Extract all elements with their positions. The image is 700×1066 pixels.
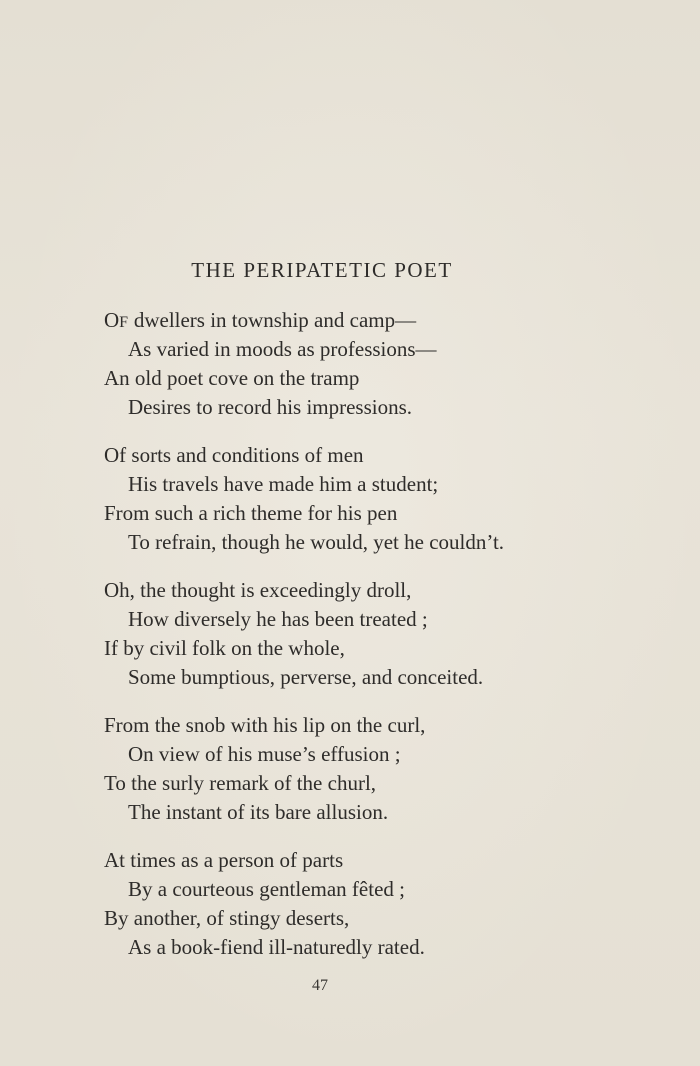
poem-title: THE PERIPATETIC POET [191,258,453,282]
poem-line: To the surly remark of the churl, [104,771,377,795]
stanza-1 [104,306,664,422]
poem-line: Some bumptious, perverse, and conceited. [128,665,484,689]
stanza-5 [104,846,664,962]
poem-line: As a book-fiend ill-naturedly rated. [128,935,425,959]
poem-line: How diversely he has been treated ; [128,607,428,631]
drop-cap: O [104,308,120,332]
poem-line: An old poet cove on the tramp [104,366,360,390]
first-line-text: dwellers in township and camp— [128,308,417,332]
poem-line: From such a rich theme for his pen [104,501,398,525]
poem-line: Of sorts and conditions of men [104,443,364,467]
poem-line: By a courteous gentleman fêted ; [128,877,405,901]
poem-line: On view of his muse’s effusion ; [128,742,401,766]
poem-line: From the snob with his lip on the curl, [104,713,426,737]
poem-line: The instant of its bare allusion. [128,800,389,824]
poem-line: If by civil folk on the whole, [104,636,345,660]
stanza-4 [104,711,664,827]
poem-line: Oh, the thought is exceedingly droll, [104,578,412,602]
poem-line [104,306,664,335]
poem-line: By another, of stingy deserts, [104,906,350,930]
poem-line: To refrain, though he would, yet he couldn’t. [128,530,505,554]
stanza-3 [104,576,664,692]
poem-line: As varied in moods as professions— [128,337,437,361]
poem-line: His travels have made him a student; [128,472,439,496]
stanza-2 [104,441,664,557]
page-number: 47 [312,977,328,994]
poem-line: Desires to record his impressions. [128,395,413,419]
small-caps: F [119,314,129,331]
poem-body [104,306,664,981]
poem-line: At times as a person of parts [104,848,344,872]
